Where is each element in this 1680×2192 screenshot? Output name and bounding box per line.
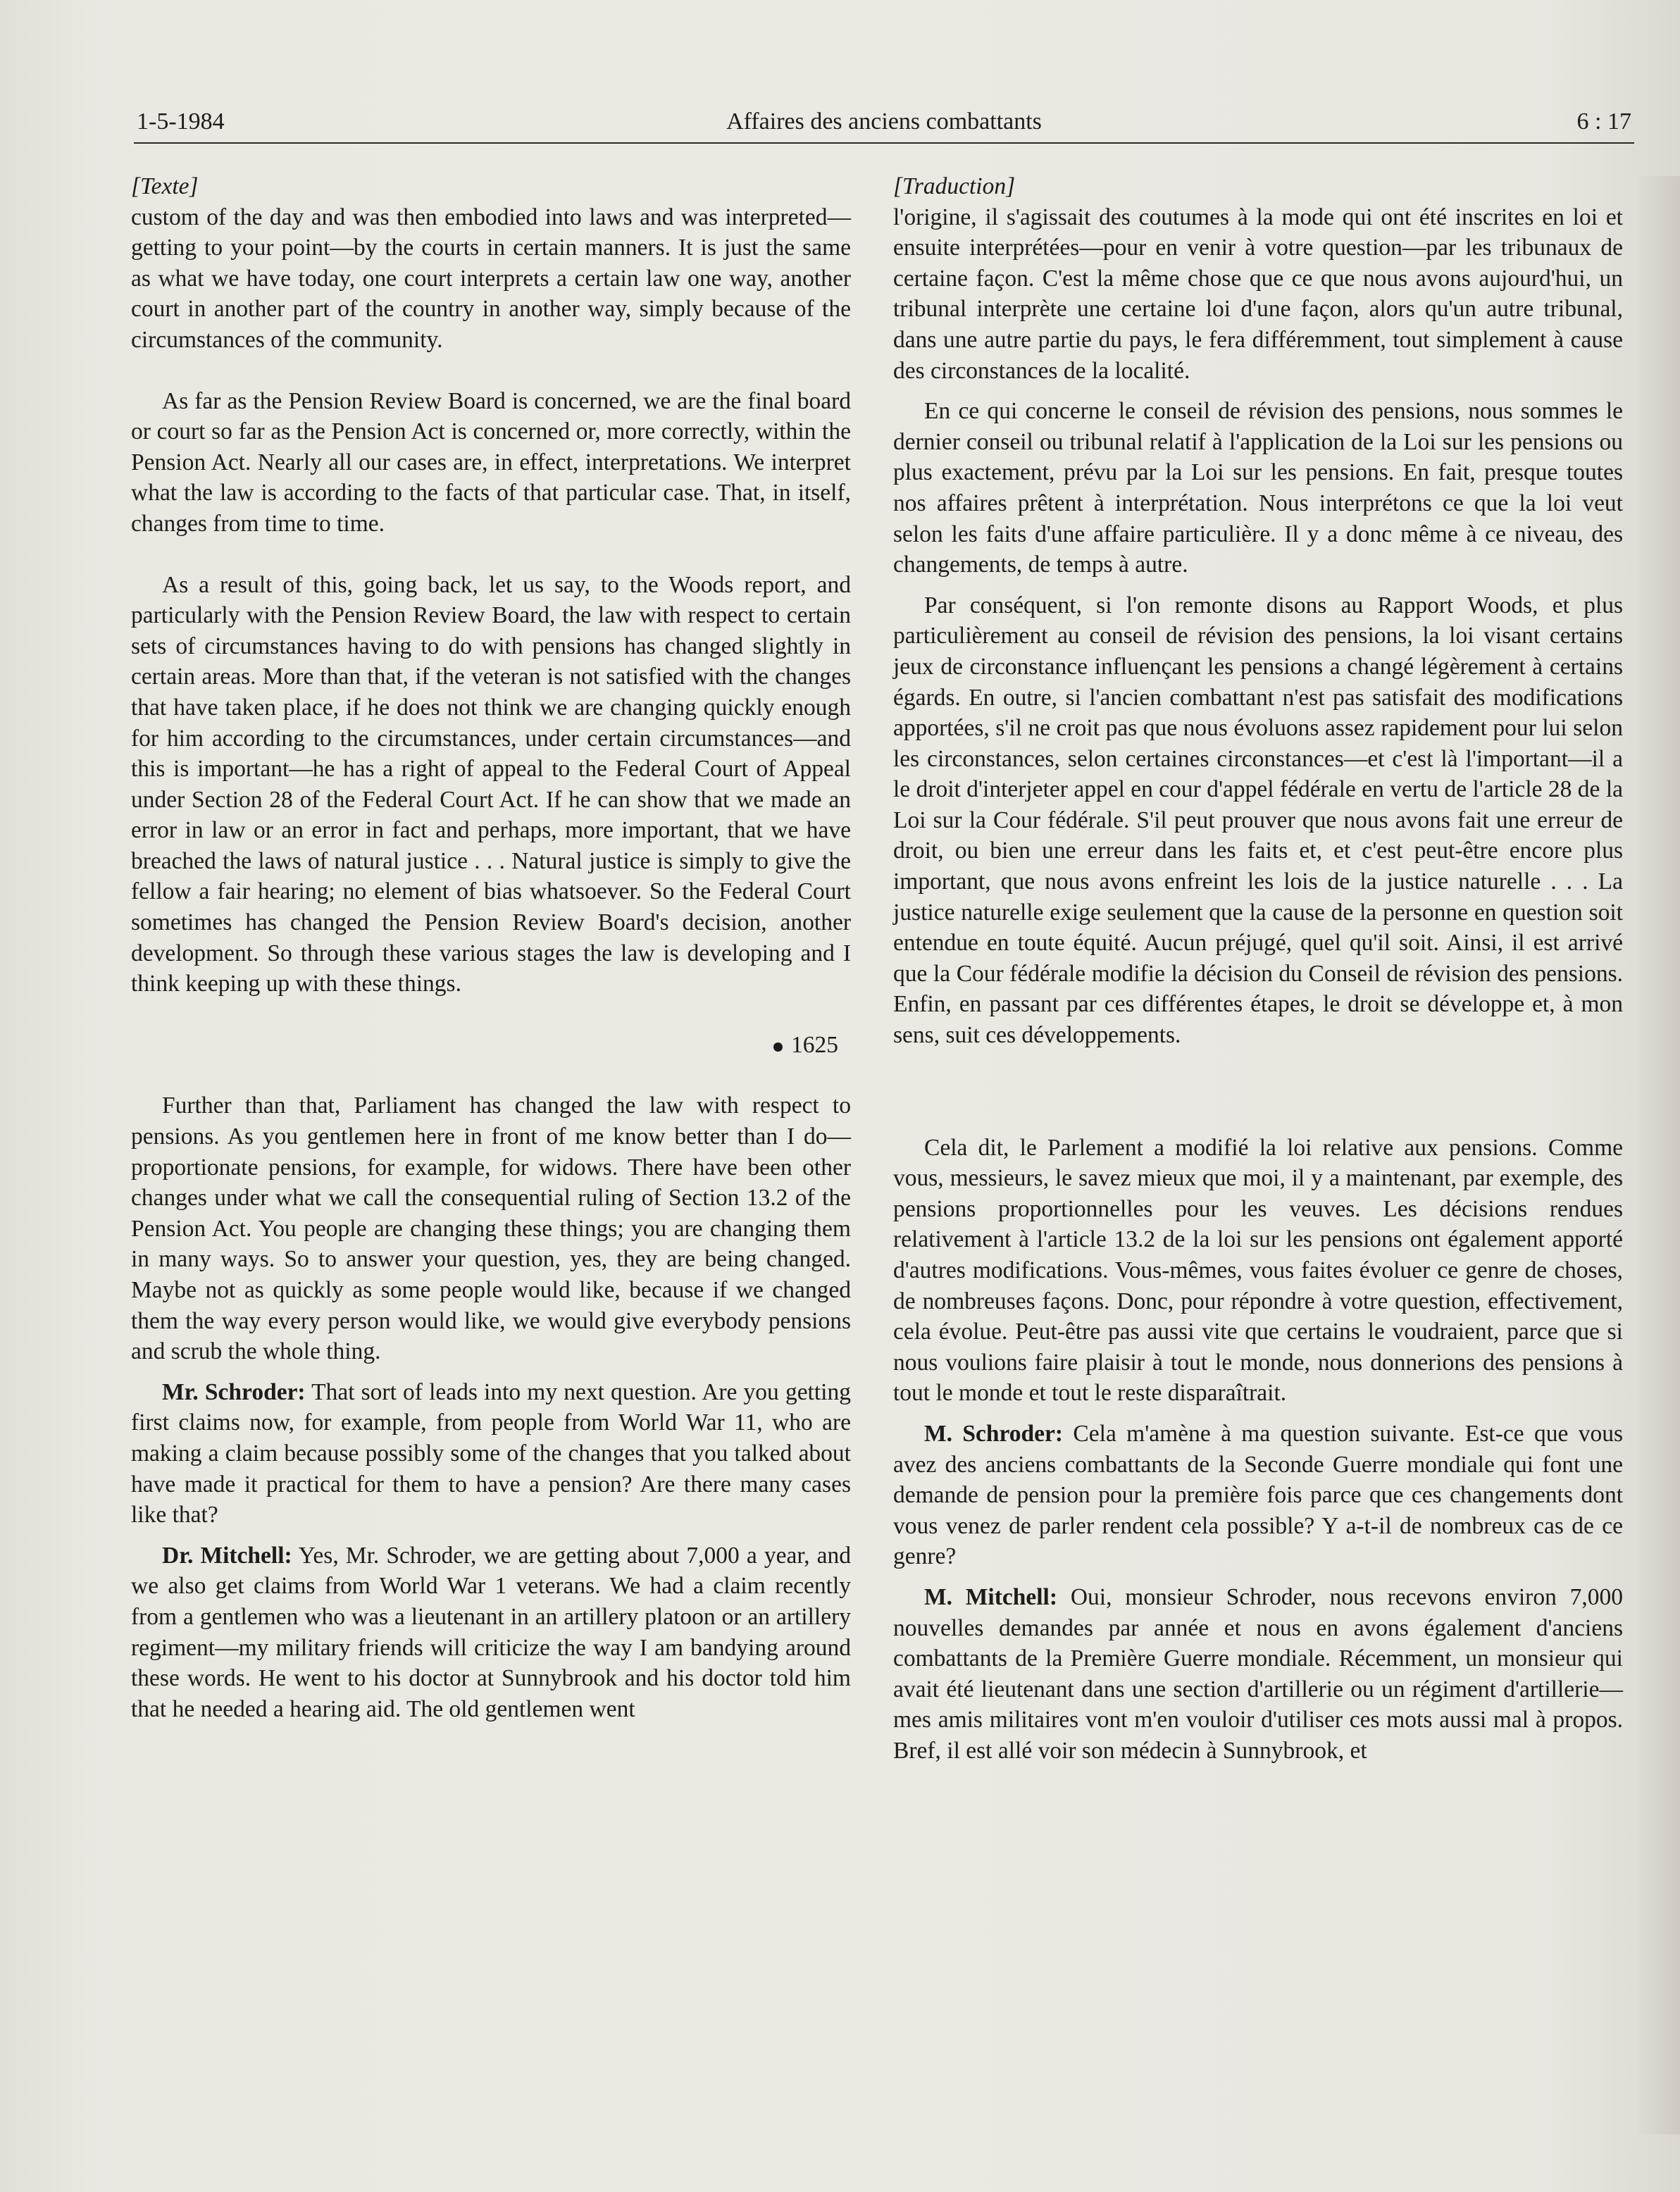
time-marker (131, 1030, 851, 1061)
speaker-name: M. Schroder: (924, 1420, 1064, 1447)
running-header (134, 106, 1634, 144)
french-column (893, 171, 1623, 1767)
paragraph: As far as the Pension Review Board is concerned, we are the final board or court so far as the Pension Act is concerned or, more correctly, within the Pension Act. Nearly all our cases are, in effect, interpretations. We interpret what the law is according to the facts of that particular case. That, in itself, changes from time to time. (131, 387, 851, 537)
paragraph: Par conséquent, si l'on remonte disons au Rapport Woods, et plus particulièrement au conseil de révision des pensions, la loi visant certains jeux de circonstance influençant les pensions a changé légèrement à certains égards. En outre, si l'ancien combattant n'est pas satisfait des modifications apportées, s'il ne croit pas que nous évoluons assez rapidement pour lui selon les circonstances, selon certaines circonstances—et c'est là l'important—il a le droit d'interjeter appel en cour d'appel fédérale en vertu de l'article 28 de la Loi sur la Cour fédérale. S'il peut prouver que nous avons fait une erreur de droit, ou bien une erreur dans les faits et, et c'est peut-être encore plus important, que nous avons enfreint les lois de la justice naturelle . . . La justice naturelle exige seulement que la cause de la personne en question soit entendue en toute équité. Aucun préjugé, quel qu'il soit. Ainsi, il est arrivé que la Cour fédérale modifie la décision du Conseil de révision des pensions. Enfin, en passant par ces différentes étapes, le droit se développe et, à mon sens, suit ces développements. (893, 592, 1623, 1049)
header-page-number: 6 : 17 (1576, 108, 1631, 135)
speaker-text: That sort of leads into my next question. Are you getting first claims now, for example, from people from World War 11, who are making a claim because possibly some of the changes that you talked about have made it practical for them to have a pension? Are there many cases like that? (131, 1378, 851, 1528)
page-edge-shadow (1636, 176, 1680, 2134)
english-column (131, 171, 851, 1724)
time-marker-text: 1625 (791, 1031, 838, 1058)
column-label-text: [Texte] (131, 173, 199, 199)
header-date: 1-5-1984 (137, 108, 225, 135)
paragraph: As a result of this, going back, let us say, to the Woods report, and particularly with the Pension Review Board, the law with respect to certain sets of circumstances having to do with pensions has changed slightly in certain areas. More than that, if the veteran is not satisfied with the changes that have taken place, if he does not think we are changing quickly enough for him according to the circumstances, under certain circumstances—and this is important—he has a right of appeal to the Federal Court of Appeal under Section 28 of the Federal Court Act. If he can show that we made an error in law or an error in fact and perhaps, more important, that we have breached the laws of natural justice . . . Natural justice is simply to give the fellow a fair hearing; no element of bias whatsoever. So the Federal Court sometimes has changed the Pension Review Board's decision, another development. So through these various stages the law is developing and I think keeping up with these things. (131, 571, 851, 997)
bullet-icon (773, 1042, 783, 1052)
header-title: Affaires des anciens combattants (726, 108, 1042, 135)
speaker-paragraph (131, 1540, 851, 1725)
speaker-paragraph (131, 1377, 851, 1531)
speaker-text: Yes, Mr. Schroder, we are getting about 7,000 a year, and we also get claims from World War 1 veterans. We had a claim recently from a gentlemen who was a lieutenant in an artillery platoon or an artillery regiment—my military friends will criticize the way I am bandying around these words. He went to his doctor at Sunnybrook and his doctor told him that he needed a hearing aid. The old gentlemen went (131, 1542, 851, 1722)
speaker-name: M. Mitchell: (924, 1583, 1058, 1610)
speaker-name: Mr. Schroder: (162, 1378, 306, 1405)
paragraph: l'origine, il s'agissait des coutumes à la mode qui ont été inscrites en loi et ensuite interprétées—pour en venir à votre question—par les tribunaux de certaine façon. C'est la même chose que ce que nous avons aujourd'hui, un tribunal interprète une certaine loi d'une façon, alors qu'un autre tribunal, dans une autre partie du pays, le fera différemment, tout simplement à cause des circonstances de la localité. (893, 204, 1623, 384)
paragraph: Cela dit, le Parlement a modifié la loi relative aux pensions. Comme vous, messieurs, le savez mieux que moi, il y a maintenant, par exemple, des pensions proportionnelles pour les veuves. Les décisions rendues relativement à l'article 13.2 de la loi sur les pensions ont également apporté d'autres modifications. Vous-mêmes, vous faites évoluer ce genre de choses, de nombreuses façons. Donc, pour répondre à votre question, effectivement, cela évolue. Peut-être pas aussi vite que certains le voudraient, parce que si nous voulions faire plaisir à tout le monde, nous donnerions des pensions à tout le monde et tout le reste disparaîtrait. (893, 1134, 1623, 1407)
speaker-paragraph (893, 1582, 1623, 1767)
paragraph: custom of the day and was then embodied into laws and was interpreted—getting to your point—by the courts in certain manners. It is just the same as what we have today, one court interprets a certain law one way, another court in another part of the country in another way, simply because of the circumstances of the community. (131, 204, 851, 353)
speaker-paragraph (893, 1419, 1623, 1572)
paragraph: En ce qui concerne le conseil de révision des pensions, nous sommes le dernier conseil ou tribunal relatif à l'application de la Loi sur les pensions ou plus exactement, prévu par la Loi sur les pensions. En fait, presque toutes nos affaires prêtent à interprétation. Nous interprétons ce que la loi veut selon les faits d'une affaire particulière. Il y a donc même à ce niveau, des changements, de temps à autre. (893, 398, 1623, 578)
paragraph: Further than that, Parliament has changed the law with respect to pensions. As you gentlemen here in front of me know better than I do—proportionate pensions, for example, for widows. There have been other changes under what we call the consequential ruling of Section 13.2 of the Pension Act. You people are changing these things; you are changing them in many ways. So to answer your question, yes, they are being changed. Maybe not as quickly as some people would like, because if we changed them the way every person would like, we would give everybody pensions and scrub the whole thing. (131, 1092, 851, 1365)
column-label-translation: [Traduction] (893, 173, 1016, 199)
speaker-text: Cela m'amène à ma question suivante. Est-ce que vous avez des anciens combattants de la Seconde Guerre mondiale qui font une demande de pension pour la première fois parce que ces changements dont vous venez de parler rendent cela possible? Y a-t-il de nombreux cas de ce genre? (893, 1420, 1623, 1570)
speaker-text: Oui, monsieur Schroder, nous recevons environ 7,000 nouvelles demandes par année et nous en avons également d'anciens combattants de la Première Guerre mondiale. Récemment, un monsieur qui avait été lieutenant dans une section d'artillerie ou un régiment d'artillerie—mes amis militaires vont m'en vouloir d'utiliser ces mots aussi mal à propos. Bref, il est allé voir son médecin à Sunnybrook, et (893, 1583, 1623, 1764)
speaker-name: Dr. Mitchell: (162, 1542, 292, 1569)
